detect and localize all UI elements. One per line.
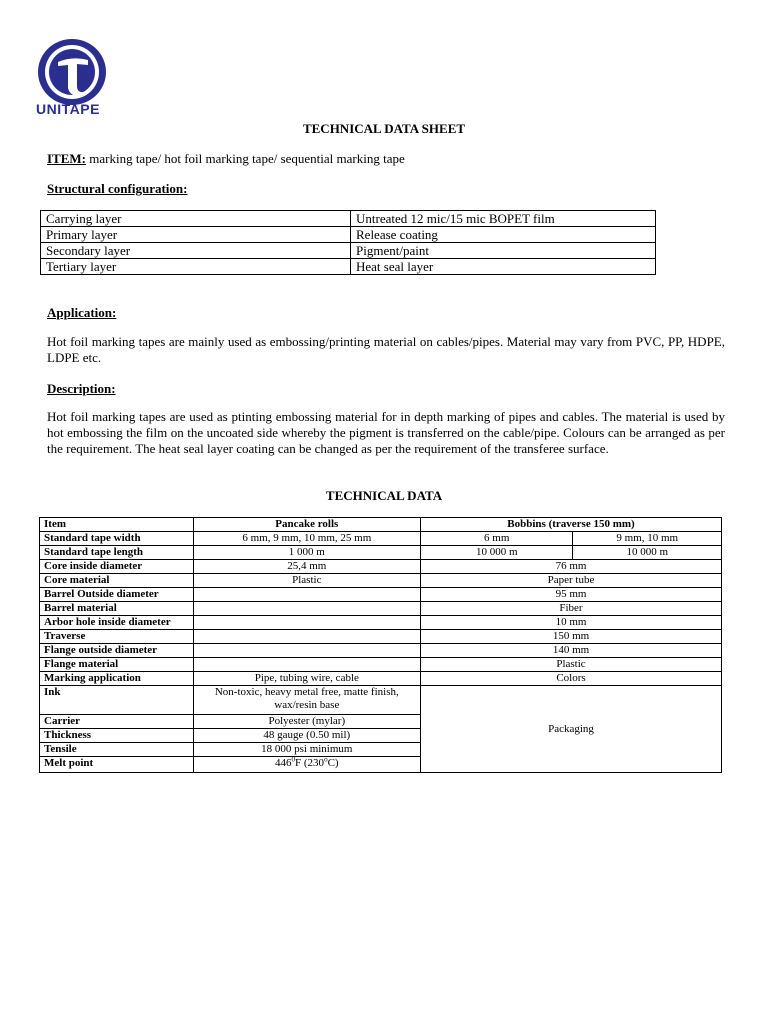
pancake-value <box>193 602 420 616</box>
description-text: Hot foil marking tapes are used as ptinting embossing material for in depth marking of pipes and cables. The material is used by hot embossing the film on the uncoated side whereby the pigment is transferred on the cable/pipe. Colours can be arranged as per the requirement. The heat seal layer coating can be changed as per the requirement of the transferee surface. <box>47 409 725 456</box>
description-heading: Description: <box>47 381 116 396</box>
pancake-value: Non-toxic, heavy metal free, matte finish, wax/resin base <box>193 686 420 715</box>
row-label: Flange outside diameter <box>40 644 194 658</box>
bobbin-value: 95 mm <box>421 588 722 602</box>
layer-name: Primary layer <box>41 227 351 243</box>
technical-data-heading: TECHNICAL DATA <box>325 488 443 503</box>
layer-value: Heat seal layer <box>351 259 656 275</box>
row-label: Standard tape length <box>40 546 194 560</box>
table-row <box>40 672 722 686</box>
table-row <box>40 644 722 658</box>
bobbin-value: 150 mm <box>421 630 722 644</box>
table-row <box>41 211 656 227</box>
pancake-value: 6 mm, 9 mm, 10 mm, 25 mm <box>193 532 420 546</box>
bobbin-value: 140 mm <box>421 644 722 658</box>
row-label: Tensile <box>40 743 194 757</box>
table-header-row <box>40 518 722 532</box>
pancake-value <box>193 757 420 773</box>
row-label: Arbor hole inside diameter <box>40 616 194 630</box>
pancake-value: Plastic <box>193 574 420 588</box>
packaging-cell: Packaging <box>421 686 722 773</box>
item-line <box>47 151 405 167</box>
layer-name: Tertiary layer <box>41 259 351 275</box>
brand-name: UNITAPE <box>36 101 100 117</box>
layer-name: Secondary layer <box>41 243 351 259</box>
bobbin-value: 6 mm <box>421 532 573 546</box>
bobbin-value: Fiber <box>421 602 722 616</box>
application-text: Hot foil marking tapes are mainly used as embossing/printing material on cables/pipes. Material may vary from PVC, PP, HDPE, LDPE etc. <box>47 334 725 365</box>
row-label: Barrel Outside diameter <box>40 588 194 602</box>
unitape-logo <box>34 38 114 120</box>
melt-c-unit: C) <box>327 757 339 769</box>
table-row <box>41 227 656 243</box>
technical-data-table <box>39 517 722 773</box>
pancake-value <box>193 630 420 644</box>
item-label: ITEM: <box>47 151 86 166</box>
row-label: Ink <box>40 686 194 715</box>
table-row <box>40 574 722 588</box>
row-label: Core material <box>40 574 194 588</box>
item-value: marking tape/ hot foil marking tape/ sequential marking tape <box>89 151 405 166</box>
table-row <box>41 243 656 259</box>
pancake-value: 25,4 mm <box>193 560 420 574</box>
bobbin-value: Paper tube <box>421 574 722 588</box>
degree-mark: o <box>324 755 328 764</box>
layer-value: Pigment/paint <box>351 243 656 259</box>
melt-f-unit: F (230 <box>295 757 325 769</box>
layer-name: Carrying layer <box>41 211 351 227</box>
table-row <box>40 658 722 672</box>
structural-heading: Structural configuration: <box>47 181 188 196</box>
row-label: Standard tape width <box>40 532 194 546</box>
row-label: Core inside diameter <box>40 560 194 574</box>
pancake-value <box>193 588 420 602</box>
pancake-value: 18 000 psi minimum <box>193 743 420 757</box>
row-label: Carrier <box>40 715 194 729</box>
header-bobbins: Bobbins (traverse 150 mm) <box>421 518 722 532</box>
structural-table <box>40 210 656 275</box>
layer-value: Release coating <box>351 227 656 243</box>
table-row <box>40 630 722 644</box>
row-label: Melt point <box>40 757 194 773</box>
bobbin-value: 10 000 m <box>573 546 722 560</box>
row-label: Barrel material <box>40 602 194 616</box>
row-label: Traverse <box>40 630 194 644</box>
bobbin-value: Plastic <box>421 658 722 672</box>
pancake-value <box>193 658 420 672</box>
row-label: Flange material <box>40 658 194 672</box>
table-row <box>40 602 722 616</box>
page-title: TECHNICAL DATA SHEET <box>302 121 466 136</box>
pancake-value: Polyester (mylar) <box>193 715 420 729</box>
degree-mark: 0 <box>291 755 296 764</box>
row-label: Thickness <box>40 729 194 743</box>
table-row <box>40 532 722 546</box>
row-label: Marking application <box>40 672 194 686</box>
bobbin-value: 10 mm <box>421 616 722 630</box>
bobbin-value: 76 mm <box>421 560 722 574</box>
table-row <box>40 616 722 630</box>
header-item: Item <box>40 518 194 532</box>
layer-value: Untreated 12 mic/15 mic BOPET film <box>351 211 656 227</box>
melt-f: 446 <box>275 757 292 769</box>
table-row <box>40 588 722 602</box>
pancake-value: Pipe, tubing wire, cable <box>193 672 420 686</box>
application-heading: Application: <box>47 305 117 320</box>
pancake-value <box>193 616 420 630</box>
header-pancake: Pancake rolls <box>193 518 420 532</box>
table-row <box>41 259 656 275</box>
table-row <box>40 560 722 574</box>
bobbin-value: 10 000 m <box>421 546 573 560</box>
pancake-value <box>193 644 420 658</box>
bobbin-value: Colors <box>421 672 722 686</box>
table-row <box>40 546 722 560</box>
pancake-value: 1 000 m <box>193 546 420 560</box>
pancake-value: 48 gauge (0.50 mil) <box>193 729 420 743</box>
bobbin-value: 9 mm, 10 mm <box>573 532 722 546</box>
table-row <box>40 686 722 715</box>
